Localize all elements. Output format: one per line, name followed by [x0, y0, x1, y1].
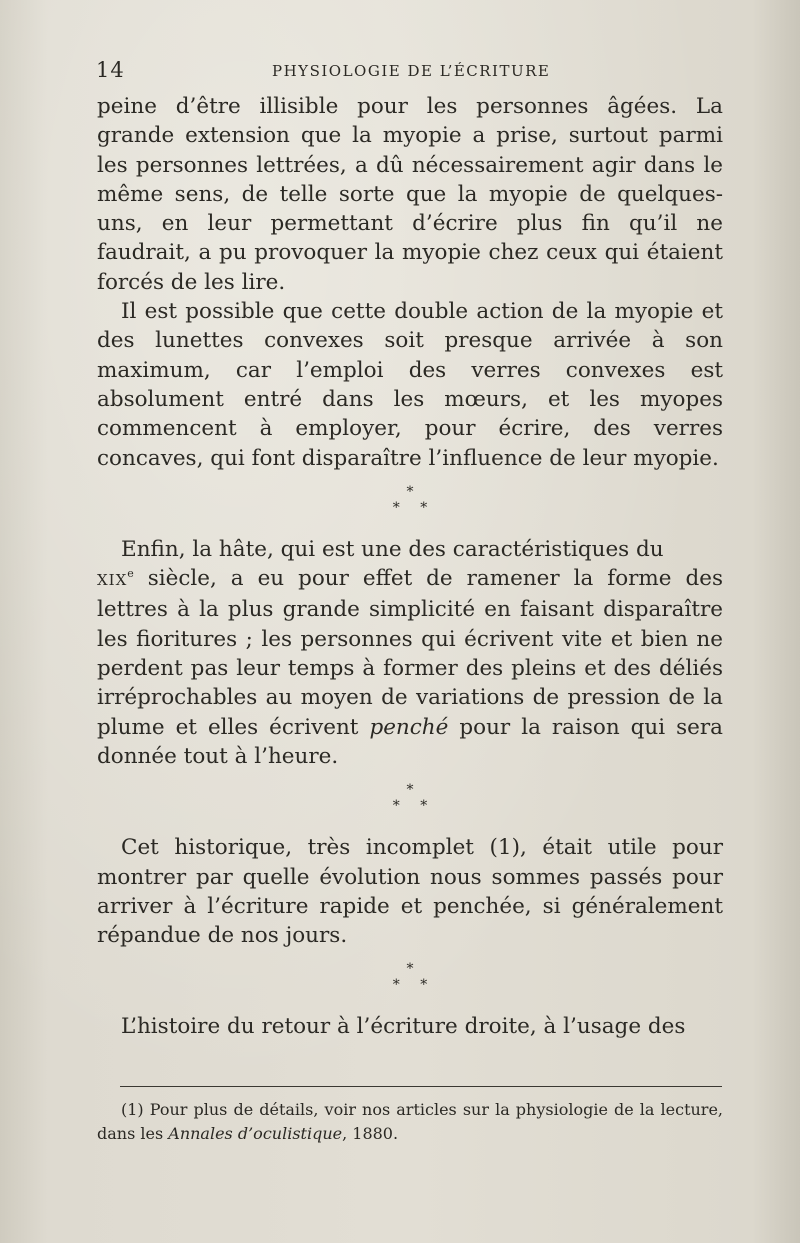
paragraph-3-start: Enfin, la hâte, qui est une des caractéristiques du — [121, 536, 664, 562]
footnote — [97, 1098, 723, 1146]
century-numeral: XIX — [97, 571, 128, 590]
asterism-3 — [97, 960, 723, 1000]
asterism-1-bottom: * * — [392, 499, 436, 516]
asterism-3-bottom: * * — [392, 977, 436, 994]
asterism-2 — [97, 781, 723, 821]
page-number: 14 — [96, 58, 125, 82]
asterism-1-top: * — [406, 483, 414, 500]
paragraph-4: Cet historique, très incomplet (1), était utile pour montrer par quelle évolution nous sommes passés pour arriver à l’écriture rapide et penchée, si généralement répandue de nos jours. — [97, 835, 723, 949]
footnote-text-start: (1) Pour plus de détails, voir nos articles sur la physiologie de la lecture, dans les — [97, 1100, 723, 1143]
paragraph-3-end: pour la raison qui sera donnée tout à l’heure. — [97, 714, 723, 769]
main-text — [97, 92, 723, 1042]
paragraph-1: peine d’être illisible pour les personnes âgées. La grande extension que la myopie a prise, surtout parmi les personnes lettrées, a dû nécessairement agir dans le même sens, de telle sorte que la myopie de quelques-uns, en leur permettant d’écrire plus fin qu’il ne faudrait, a pu provoquer la myopie chez ceux qui étaient forcés de les lire. — [97, 94, 723, 295]
paragraph-2: Il est possible que cette double action de la myopie et des lunettes convexes soit presque arrivée à son maximum, car l’emploi des verres convexes est absolument entré dans les mœurs, et les myopes commencent à employer, pour écrire, des verres concaves, qui font disparaître l’influence de leur myopie. — [97, 299, 723, 471]
asterism-2-bottom: * * — [392, 798, 436, 815]
running-head — [96, 58, 724, 88]
paragraph-3 — [97, 535, 723, 771]
asterism-1 — [97, 483, 723, 523]
paragraph-5: L’histoire du retour à l’écriture droite, à l’usage des — [121, 1014, 686, 1040]
footnote-divider — [120, 1086, 722, 1087]
footnote-text-end: , 1880. — [342, 1124, 399, 1143]
footnote-journal-title: Annales d’oculistique — [168, 1124, 343, 1143]
paragraph-3-middle: siècle, a eu pour effet de ramener la forme des lettres à la plus grande simplicité en faisant disparaître les fioritures ; les personnes qui écrivent vite et bien ne perdent pas leur temps à former des pleins et des déliés irréprochables au moyen de variations de pression de la plume et elles écrivent — [97, 566, 723, 740]
asterism-2-top: * — [406, 782, 414, 799]
running-title: PHYSIOLOGIE DE L’ÉCRITURE — [272, 62, 551, 80]
italic-word: penché — [369, 714, 449, 740]
century-superscript: e — [127, 567, 134, 580]
asterism-3-top: * — [406, 961, 414, 978]
